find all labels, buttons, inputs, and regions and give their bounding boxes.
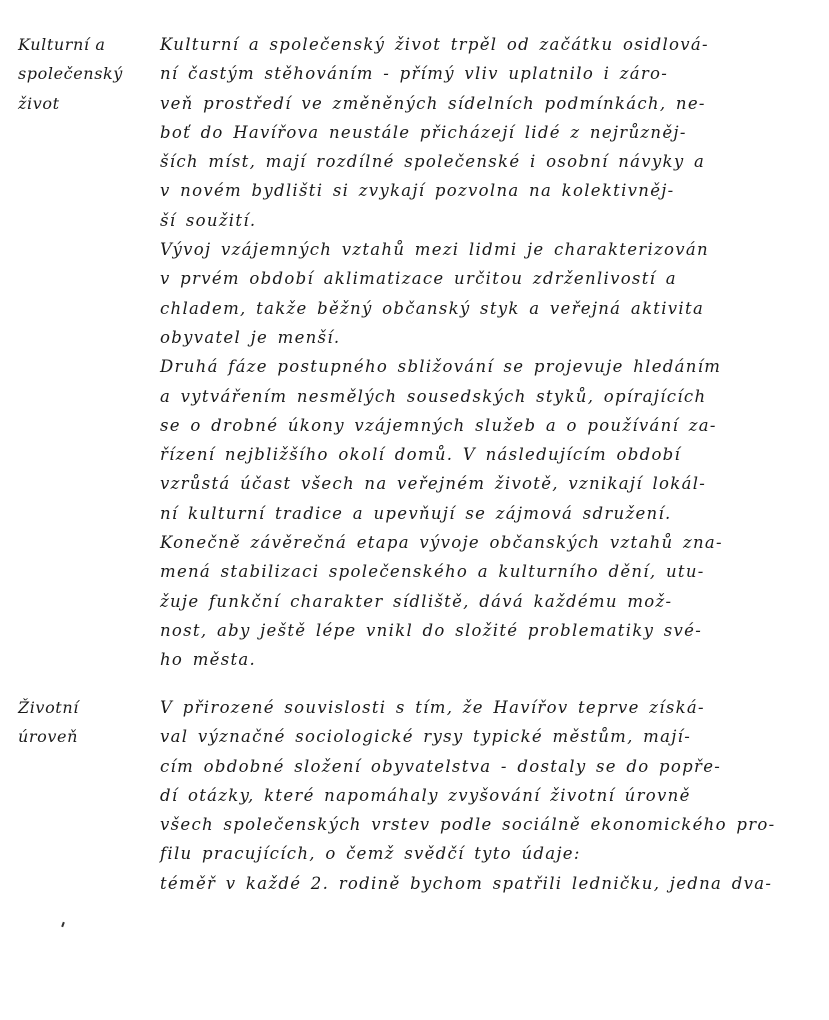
text-line: řízení nejbližšího okolí domů. V následujícím období bbox=[160, 445, 682, 465]
section-text bbox=[160, 693, 810, 898]
text-line: žuje funkční charakter sídliště, dává každému mož- bbox=[160, 591, 673, 611]
text-line: a vytvářením nesmělých sousedských styků, opírajících bbox=[160, 386, 707, 406]
text-line: téměř v každé 2. rodině bychom spatřili ledničku, jedna dva- bbox=[160, 873, 773, 893]
text-line: veň prostředí ve změněných sídelních podmínkách, ne- bbox=[160, 93, 706, 113]
margin-heading-line: Kulturní a bbox=[18, 35, 106, 54]
margin-heading bbox=[18, 693, 143, 752]
margin-heading-line: společenský bbox=[18, 64, 123, 84]
text-line: ní kulturní tradice a upevňují se zájmová sdružení. bbox=[160, 503, 672, 523]
text-line: dí otázky, které napomáhaly zvyšování životní úrovně bbox=[160, 785, 691, 805]
text-line: chladem, takže běžný občanský styk a veřejná aktivita bbox=[160, 298, 705, 318]
text-line: cím obdobné složení obyvatelstva - dostaly se do popře- bbox=[160, 756, 722, 776]
text-line: ší soužití. bbox=[160, 210, 257, 230]
text-line: ho města. bbox=[160, 650, 257, 670]
text-line: Konečně závěrečná etapa vývoje občanských vztahů zna- bbox=[160, 533, 723, 553]
text-line: všech společenských vrstev podle sociálně ekonomického pro- bbox=[160, 815, 776, 835]
margin-heading-line: život bbox=[18, 93, 60, 113]
text-line: ších míst, mají rozdílné společenské i osobní návyky a bbox=[160, 152, 706, 172]
text-line: v prvém období aklimatizace určitou zdrženlivostí a bbox=[160, 269, 677, 289]
margin-heading bbox=[18, 30, 143, 118]
text-line: se o drobné úkony vzájemných služeb a o používání za- bbox=[160, 415, 717, 435]
text-line: boť do Havířova neustále přicházejí lidé z nejrůzněj- bbox=[160, 122, 687, 142]
text-line: val význačné sociologické rysy typické městům, mají- bbox=[160, 727, 692, 747]
text-line: V přirozené souvislosti s tím, že Havířov teprve získá- bbox=[160, 698, 705, 717]
text-line: v novém bydlišti si zvykají pozvolna na kolektivněj- bbox=[160, 181, 675, 201]
ink-speck bbox=[61, 922, 65, 927]
text-line: ní častým stěhováním - přímý vliv uplatnilo i záro- bbox=[160, 64, 669, 84]
text-line: filu pracujících, o čemž svědčí tyto údaje: bbox=[160, 844, 581, 864]
text-line: obyvatel je menší. bbox=[160, 327, 341, 347]
text-line: nost, aby ještě lépe vnikl do složité problematiky své- bbox=[160, 620, 703, 640]
text-line: vzrůstá účast všech na veřejném životě, vznikají lokál- bbox=[160, 474, 707, 494]
margin-heading-line: Životní bbox=[18, 698, 79, 717]
margin-heading-line: úroveň bbox=[18, 727, 78, 747]
text-line: Kulturní a společenský život trpěl od začátku osidlová- bbox=[160, 35, 709, 54]
text-line: Vývoj vzájemných vztahů mezi lidmi je charakterizován bbox=[160, 240, 709, 260]
text-line: Druhá fáze postupného sbližování se projevuje hledáním bbox=[160, 357, 722, 377]
text-line: mená stabilizaci společenského a kulturního dění, utu- bbox=[160, 562, 705, 582]
section-text bbox=[160, 30, 810, 675]
